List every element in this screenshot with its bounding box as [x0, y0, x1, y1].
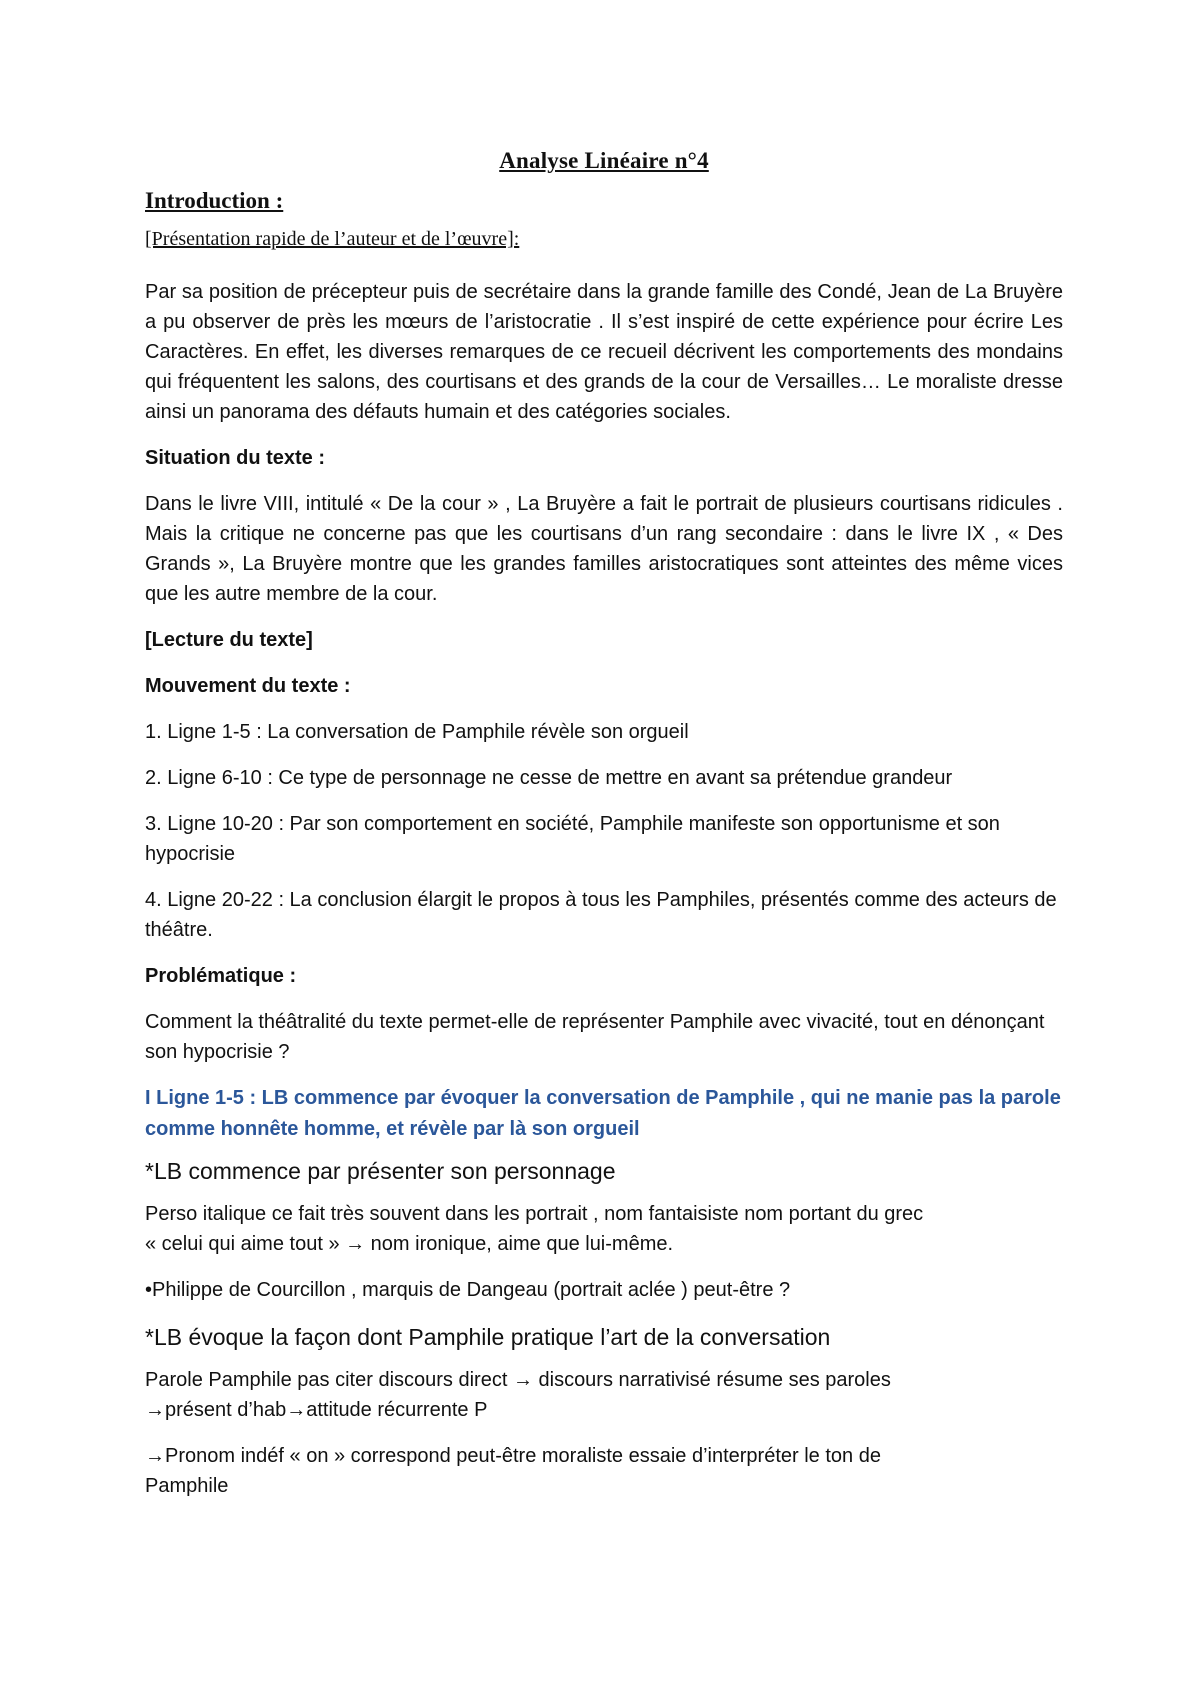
lecture-heading: [Lecture du texte]: [145, 629, 313, 651]
situation-paragraph: Dans le livre VIII, intitulé « De la cour » , La Bruyère a fait le portrait de plusieurs courtisans ridicules . Mais la critique ne concerne pas que les courtisans d’un rang secondaire : dans le livre IX , « Des Grands », La Bruyère montre que les grandes familles aristocratiques sont atteintes des même vices que les autre membre de la cour.: [145, 493, 1063, 605]
presentation-heading: [Présentation rapide de l’auteur et de l’œuvre]:: [145, 228, 520, 250]
document-title: Analyse Linéaire n°4: [499, 148, 709, 173]
subsection-line: « celui qui aime tout » → nom ironique, aime que lui-même.: [145, 1233, 674, 1255]
mouvement-heading: Mouvement du texte :: [145, 675, 351, 697]
bullet-item: •Philippe de Courcillon , marquis de Dangeau (portrait aclée ) peut-être ?: [145, 1279, 791, 1301]
subsection-line: →présent d’hab→attitude récurrente P: [145, 1399, 488, 1421]
part-one-heading: I Ligne 1-5 : LB commence par évoquer la conversation de Pamphile , qui ne manie pas la parole comme honnête homme, et révèle par là son orgueil: [145, 1087, 1061, 1140]
subsection-heading-personnage: *LB commence par présenter son personnage: [145, 1158, 616, 1184]
situation-heading: Situation du texte :: [145, 447, 325, 469]
mouvement-item: 1. Ligne 1-5 : La conversation de Pamphile révèle son orgueil: [145, 721, 689, 743]
introduction-heading: Introduction :: [145, 188, 284, 213]
subsection-line: Parole Pamphile pas citer discours direct → discours narrativisé résume ses paroles: [145, 1369, 891, 1391]
document-content: [145, 140, 1063, 1501]
mouvement-item: 2. Ligne 6-10 : Ce type de personnage ne cesse de mettre en avant sa prétendue grandeur: [145, 767, 953, 789]
presentation-paragraph: Par sa position de précepteur puis de secrétaire dans la grande famille des Condé, Jean de La Bruyère a pu observer de près les mœurs de l’aristocratie . Il s’est inspiré de cette expérience pour écrire Les Caractères. En effet, les diverses remarques de ce recueil décrivent les comportements des mondains qui fréquentent les salons, des courtisans et des grands de la cour de Versailles… Le moraliste dresse ainsi un panorama des défauts humain et des catégories sociales.: [145, 281, 1063, 423]
mouvement-item: 3. Ligne 10-20 : Par son comportement en société, Pamphile manifeste son opportunisme et son hypocrisie: [145, 813, 1000, 865]
problematique-heading: Problématique :: [145, 965, 297, 987]
subsection-line: Pamphile: [145, 1475, 229, 1497]
subsection-line: →Pronom indéf « on » correspond peut-être moraliste essaie d’interpréter le ton de: [145, 1445, 881, 1467]
mouvement-item: 4. Ligne 20-22 : La conclusion élargit le propos à tous les Pamphiles, présentés comme des acteurs de théâtre.: [145, 889, 1057, 941]
subsection-heading-conversation: *LB évoque la façon dont Pamphile pratique l’art de la conversation: [145, 1324, 831, 1350]
subsection-line: Perso italique ce fait très souvent dans les portrait , nom fantaisiste nom portant du grec: [145, 1203, 924, 1225]
problematique-paragraph: Comment la théâtralité du texte permet-elle de représenter Pamphile avec vivacité, tout en dénonçant son hypocrisie ?: [145, 1011, 1045, 1063]
